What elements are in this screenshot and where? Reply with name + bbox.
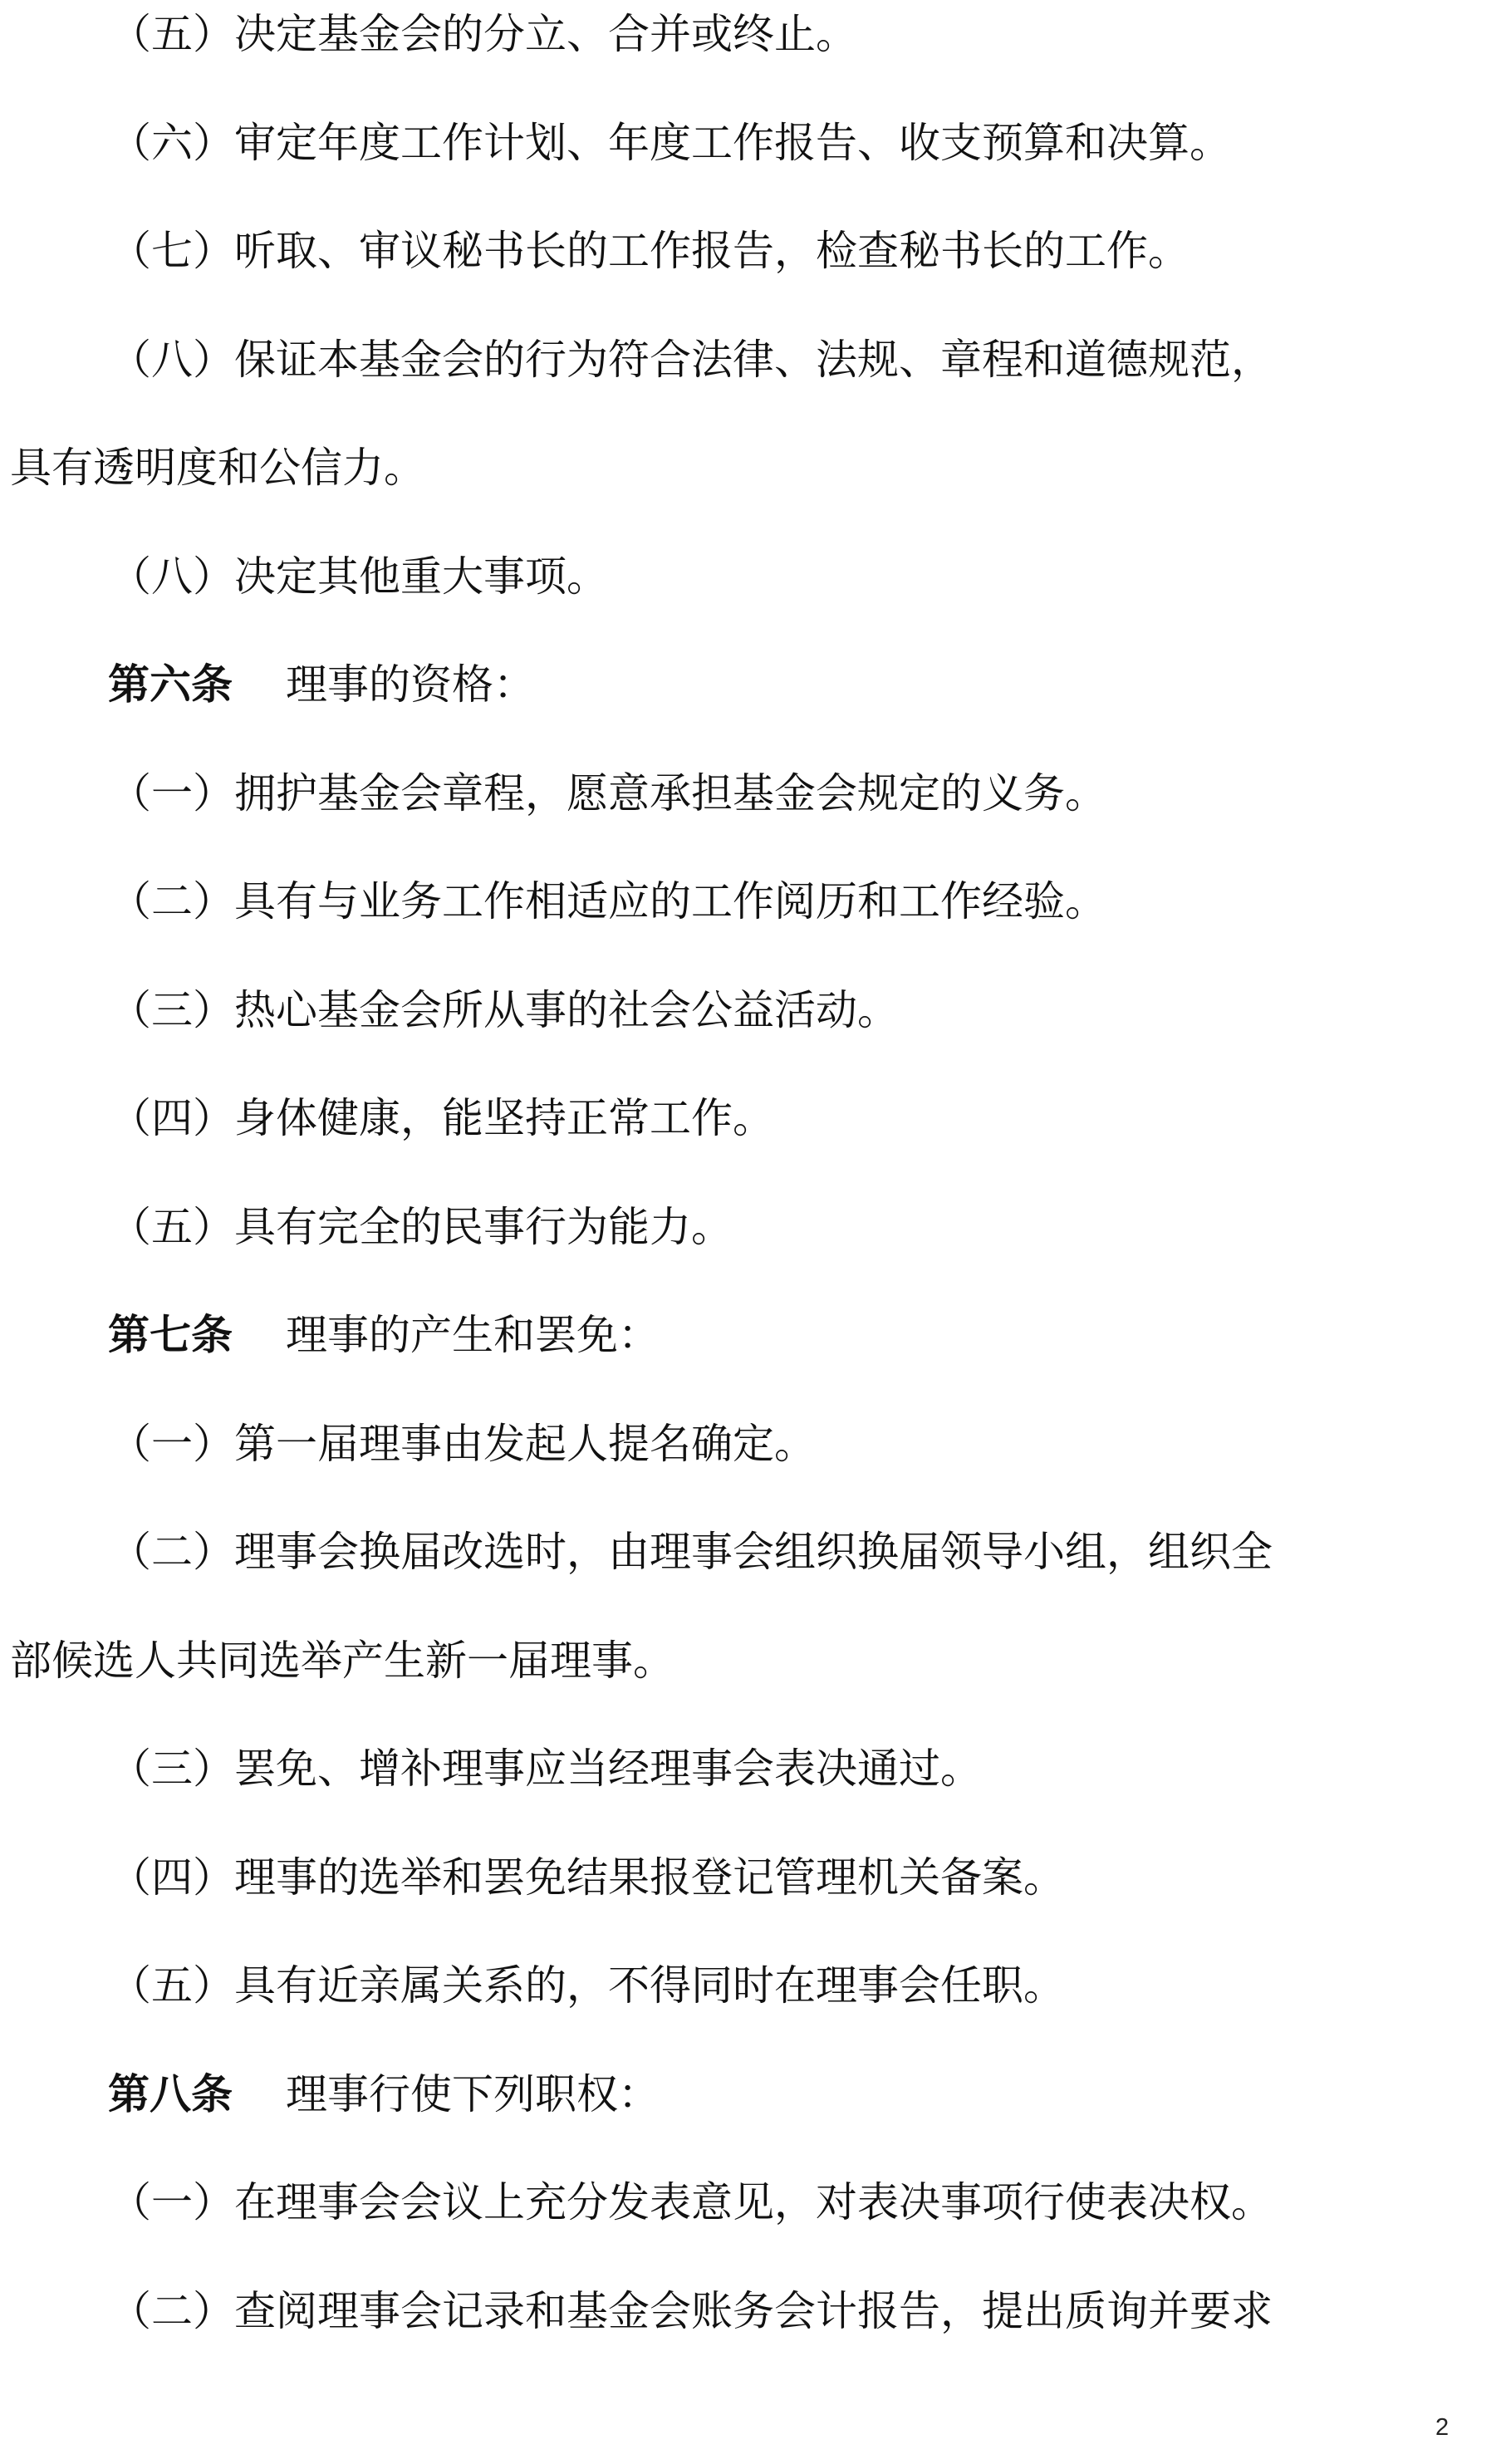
page-number: 2	[1435, 2414, 1449, 2441]
paragraph-continuation: 部候选人共同选举产生新一届理事。	[10, 1636, 674, 1685]
list-item: （二）查阅理事会记录和基金会账务会计报告，提出质询并要求	[110, 2286, 1273, 2335]
list-item: （二）具有与业务工作相适应的工作阅历和工作经验。	[110, 877, 1106, 925]
list-item: （五）决定基金会的分立、合并或终止。	[110, 10, 857, 58]
article-number: 第八条	[108, 2069, 233, 2118]
article-title: 理事的资格：	[286, 660, 535, 709]
list-item: （八）保证本基金会的行为符合法律、法规、章程和道德规范，	[110, 335, 1273, 384]
article-number: 第七条	[108, 1311, 233, 1359]
list-item: （八）决定其他重大事项。	[110, 552, 608, 601]
article-title: 理事的产生和罢免：	[286, 1311, 660, 1359]
list-item: （四）理事的选举和罢免结果报登记管理机关备案。	[110, 1853, 1065, 1902]
list-item: （七）听取、审议秘书长的工作报告，检查秘书长的工作。	[110, 227, 1190, 275]
list-item: （一）第一届理事由发起人提名确定。	[110, 1419, 816, 1468]
list-item: （三）罢免、增补理事应当经理事会表决通过。	[110, 1745, 982, 1793]
list-item: （一）拥护基金会章程，愿意承担基金会规定的义务。	[110, 768, 1106, 817]
article-heading	[108, 2057, 660, 2132]
list-item: （四）身体健康，能坚持正常工作。	[110, 1094, 774, 1142]
list-item: （三）热心基金会所从事的社会公益活动。	[110, 985, 899, 1034]
paragraph-continuation: 具有透明度和公信力。	[10, 444, 425, 492]
article-heading	[108, 1298, 660, 1372]
article-number: 第六条	[108, 660, 233, 709]
article-heading	[108, 647, 535, 722]
article-title: 理事行使下列职权：	[286, 2069, 660, 2118]
list-item: （六）审定年度工作计划、年度工作报告、收支预算和决算。	[110, 118, 1231, 167]
list-item: （五）具有近亲属关系的，不得同时在理事会任职。	[110, 1961, 1065, 2010]
list-item: （一）在理事会会议上充分发表意见，对表决事项行使表决权。	[110, 2178, 1273, 2226]
list-item: （五）具有完全的民事行为能力。	[110, 1202, 733, 1251]
list-item: （二）理事会换届改选时，由理事会组织换届领导小组，组织全	[110, 1528, 1273, 1576]
